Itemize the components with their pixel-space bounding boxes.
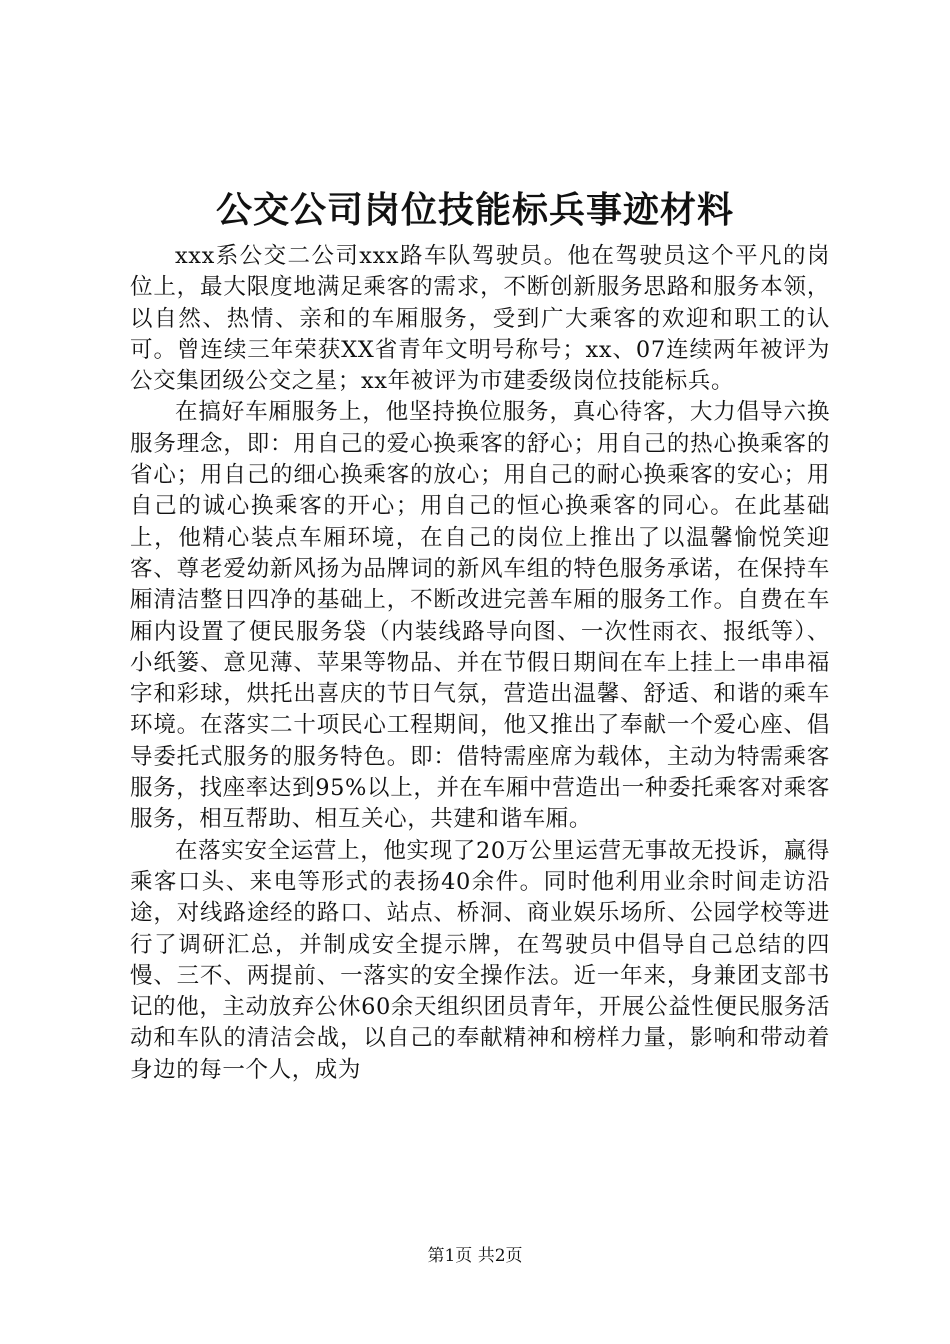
paragraph-safety: 在落实安全运营上，他实现了20万公里运营无事故无投诉，赢得乘客口头、来电等形式的表扬40余件。同时他利用业余时间走访沿途，对线路途经的路口、站点、桥洞、商业娱乐场所、公园学校等进行了调研汇总，并制成安全提示牌，在驾驶员中倡导自己总结的四慢、三不、两提前、一落实的安全操作法。近一年来，身兼团支部书记的他，主动放弃公休60余天组织团员青年，开展公益性便民服务活动和车队的清洁会战，以自己的奉献精神和榜样力量，影响和带动着身边的每一个人，成为 [130,837,830,1083]
paragraph-intro: xxx系公交二公司xxx路车队驾驶员。他在驾驶员这个平凡的岗位上，最大限度地满足乘客的需求，不断创新服务思路和服务本领，以自然、热情、亲和的车厢服务，受到广大乘客的欢迎和职工的认可。曾连续三年荣获XX省青年文明号称号；xx、07连续两年被评为公交集团级公交之星；xx年被评为市建委级岗位技能标兵。 [130,243,830,395]
page-title: 公交公司岗位技能标兵事迹材料 [215,189,734,231]
paragraph-service: 在搞好车厢服务上，他坚持换位服务，真心待客，大力倡导六换服务理念，即：用自己的爱心换乘客的舒心；用自己的热心换乘客的省心；用自己的细心换乘客的放心；用自己的耐心换乘客的安心；用自己的诚心换乘客的开心；用自己的恒心换乘客的同心。在此基础上，他精心装点车厢环境，在自己的岗位上推出了以温馨愉悦笑迎客、尊老爱幼新风扬为品牌词的新风车组的特色服务承诺，在保持车厢清洁整日四净的基础上，不断改进完善车厢的服务工作。自费在车厢内设置了便民服务袋（内装线路导向图、一次性雨衣、报纸等）、小纸篓、意见薄、苹果等物品、并在节假日期间在车上挂上一串串福字和彩球，烘托出喜庆的节日气氛，营造出温馨、舒适、和谐的乘车环境。在落实二十项民心工程期间，他又推出了奉献一个爱心座、倡导委托式服务的服务特色。即：借特需座席为载体，主动为特需乘客服务，找座率达到95%以上，并在车厢中营造出一种委托乘客对乘客服务，相互帮助、相互关心，共建和谐车厢。 [130,399,830,833]
page-number-footer: 第1页 共2页 [427,1246,523,1266]
document-body [130,241,830,1086]
